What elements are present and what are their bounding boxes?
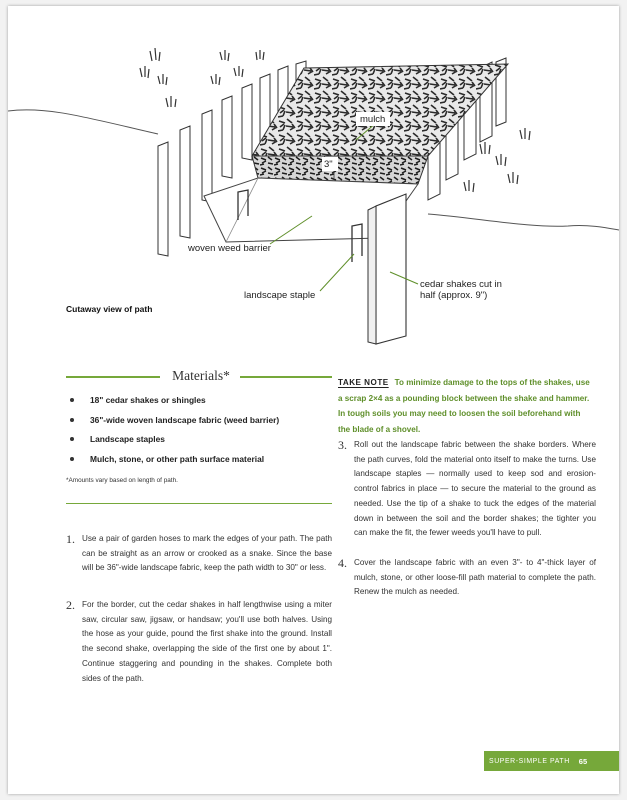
materials-heading [66, 368, 332, 382]
step-number: 4. [338, 556, 347, 570]
step-text: Cover the landscape fabric with an even 3"- to 4"-thick layer of mulch, stone, or other loose-fill path material to complete the path. Renew the mulch as needed. [354, 558, 596, 597]
label-shakes-line2: half (approx. 9") [420, 290, 488, 301]
step-number: 3. [338, 438, 347, 452]
step-4 [338, 556, 596, 600]
label-landscape-staple: landscape staple [244, 290, 316, 301]
take-note-tag: TAKE NOTE [338, 378, 389, 387]
materials-item: Landscape staples [66, 433, 332, 453]
label-shakes-line1: cedar shakes cut in [420, 279, 502, 290]
step-1 [66, 532, 332, 576]
materials-title: Materials* [172, 368, 230, 383]
materials-list [66, 394, 332, 472]
materials-item: Mulch, stone, or other path surface material [66, 453, 332, 473]
page-footer [484, 751, 619, 771]
materials-item: 18" cedar shakes or shingles [66, 394, 332, 414]
step-number: 1. [66, 532, 75, 546]
label-weed-barrier: woven weed barrier [188, 243, 271, 254]
step-text: Roll out the landscape fabric between the shake borders. Where the path curves, fold the material onto itself to make the turns. Use landscape staples — normally used to keep sod and erosion-control fabrics in place — to secure the material to the ground as needed. Use the tip of a shake to tuck the edges of the material down in between the soil and the border shakes; the tighter you can make the fit, the fewer weeds you'll have to pull. [354, 440, 596, 538]
book-page [8, 6, 619, 794]
materials-note: *Amounts vary based on length of path. [66, 477, 178, 484]
figure-caption: Cutaway view of path [66, 304, 153, 314]
label-depth: 3" [324, 159, 333, 170]
step-number: 2. [66, 598, 75, 612]
path-cutaway-illustration [8, 6, 619, 346]
step-2 [66, 598, 332, 686]
label-mulch: mulch [360, 114, 386, 125]
step-text: Use a pair of garden hoses to mark the edges of your path. The path can be straight as an arrow or crooked as a snake. Since the base will be 36"-wide landscape fabric, keep the path width to 30" or less. [82, 534, 332, 573]
heading-rule-left [66, 376, 160, 378]
step-text: For the border, cut the cedar shakes in half lengthwise using a miter saw, circular saw, jigsaw, or handsaw; you'll use both halves. Using the hose as your guide, pound the first shake into the ground. Install the second shake, overlapping the side of the first one by about 1". Continue staggering and pounding in the shakes. Complete both sides of the path. [82, 600, 332, 683]
front-shake [376, 194, 406, 344]
take-note-text: To minimize damage to the tops of the shakes, use a scrap 2×4 as a pounding block between the shake and hammer. In tough soils you may need to loosen the soil beforehand with the blade of a shovel. [338, 378, 590, 434]
footer-section-title: SUPER-SIMPLE PATH [489, 757, 570, 765]
take-note-box [338, 375, 592, 437]
materials-divider [66, 503, 332, 504]
step-3 [338, 438, 596, 541]
page-number: 65 [578, 756, 588, 766]
materials-item: 36"-wide woven landscape fabric (weed barrier) [66, 414, 332, 434]
heading-rule-right [240, 376, 332, 378]
